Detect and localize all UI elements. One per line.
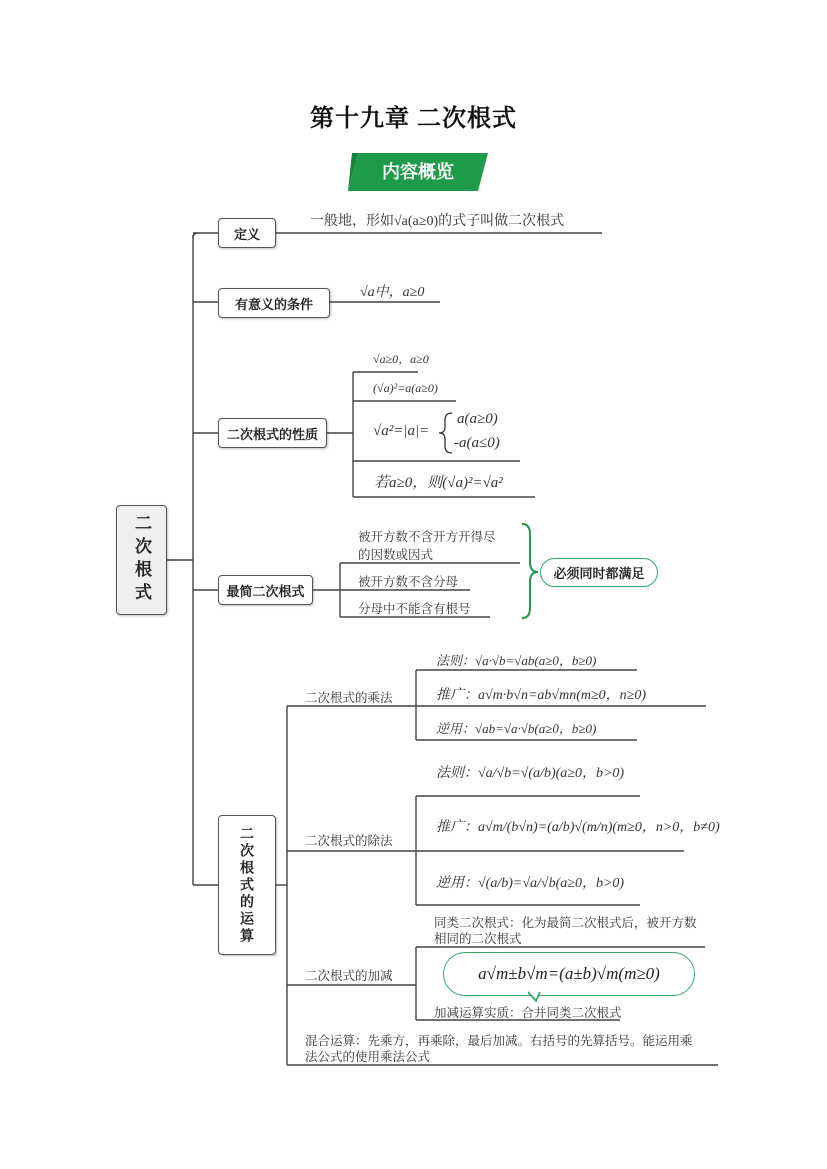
division-reverse: 逆用：√(a/b)=√a/√b(a≥0，b>0) [436, 876, 625, 891]
addition-formula-bubble [443, 952, 695, 996]
simplest-item-2: 被开方数不含分母 [358, 575, 459, 589]
addition-formula: a√m±b√m=(a±b)√m(m≥0) [478, 964, 660, 983]
property-item-5: -a(a≤0) [454, 435, 500, 451]
property-item-6: 若a≥0，则(√a)²=√a² [374, 475, 503, 491]
definition-node[interactable] [218, 218, 276, 248]
root-node[interactable] [116, 505, 167, 615]
simplest-node[interactable] [218, 575, 313, 605]
operations-node[interactable] [218, 815, 276, 955]
property-item-3: √a²=|a|= [373, 423, 430, 439]
definition-label: 定义 [233, 226, 260, 242]
addition-similar-2: 相同的二次根式 [434, 932, 522, 946]
properties-node[interactable] [218, 418, 327, 448]
property-item-1: √a≥0，a≥0 [373, 352, 429, 366]
bubble-tail [528, 991, 548, 1003]
simplest-item-1: 被开方数不含开方开得尽 [358, 530, 496, 544]
multiplication-reverse: 逆用：√ab=√a·√b(a≥0，b≥0) [436, 721, 597, 736]
property-item-2: (√a)²=a(a≥0) [373, 381, 438, 395]
operations-label: 二次根式的运算 [239, 825, 255, 945]
division-extension: 推广：a√m/(b√n)=(a/b)√(m/n)(m≥0，n>0，b≠0) [436, 820, 720, 835]
mixed-operations-2: 法公式的使用乘法公式 [305, 1050, 431, 1064]
page-title: 第十九章 二次根式 [310, 106, 517, 132]
simplest-item-3: 分母中不能含有根号 [358, 602, 471, 616]
mixed-operations: 混合运算：先乘方，再乘除，最后加减。右括号的先算括号。能运用乘 [305, 1034, 693, 1048]
condition-label: 有意义的条件 [234, 296, 313, 312]
simplest-label: 最简二次根式 [226, 583, 305, 599]
simplest-note-label: 必须同时都满足 [553, 566, 645, 581]
condition-text: √a中，a≥0 [360, 285, 425, 300]
root-label: 二次根式 [132, 514, 151, 606]
properties-label: 二次根式的性质 [226, 426, 318, 442]
definition-text: 一般地，形如√a(a≥0)的式子叫做二次根式 [310, 214, 565, 229]
addition-essence: 加减运算实质：合并同类二次根式 [434, 1006, 622, 1020]
property-item-4: a(a≥0) [457, 411, 498, 427]
addition-label: 二次根式的加减 [305, 969, 393, 983]
division-label: 二次根式的除法 [305, 834, 393, 848]
multiplication-rule: 法则：√a·√b=√ab(a≥0，b≥0) [436, 653, 597, 668]
addition-similar: 同类二次根式：化为最简二次根式后，被开方数 [434, 916, 697, 930]
simplest-note [540, 558, 658, 587]
division-rule: 法则：√a/√b=√(a/b)(a≥0，b>0) [436, 766, 625, 781]
condition-node[interactable] [218, 288, 330, 318]
banner-label: 内容概览 [382, 162, 454, 182]
simplest-item-1b: 的因数或因式 [358, 548, 434, 562]
multiplication-label: 二次根式的乘法 [305, 691, 393, 705]
multiplication-extension: 推广：a√m·b√n=ab√mn(m≥0，n≥0) [436, 688, 647, 703]
